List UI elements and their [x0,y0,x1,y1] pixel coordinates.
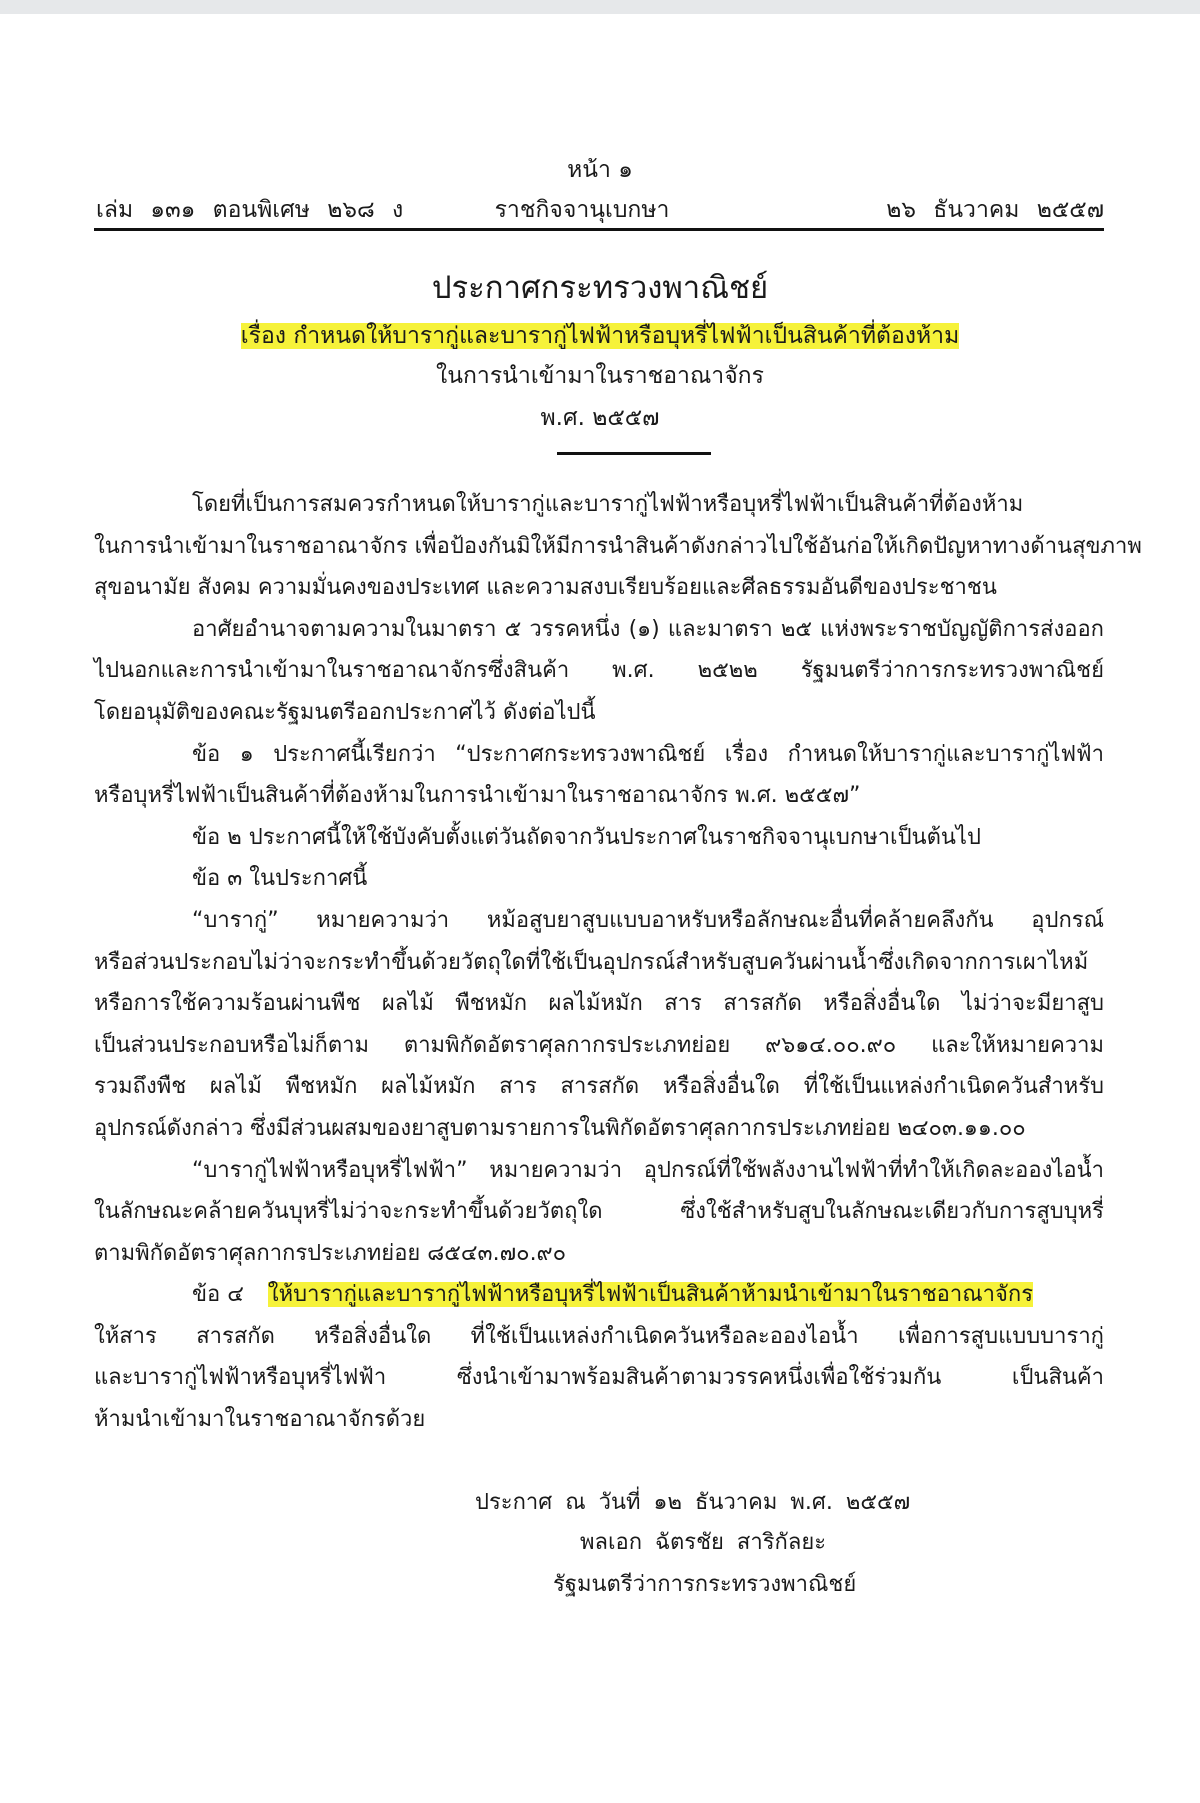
body-line [94,526,1142,568]
body-line [94,942,1104,984]
body-line-text: ข้อ ๔ [192,1282,244,1308]
body-line-text: เป็นส่วนประกอบหรือไม่ก็ตาม ตามพิกัดอัตราศุลกากรประเภทย่อย ๙๖๑๔.๐๐.๙๐ และให้หมายความ [94,1032,1104,1058]
subject-highlight: เรื่อง กำหนดให้บารากู่และบารากู่ไฟฟ้าหรือบุหรี่ไฟฟ้าเป็นสินค้าที่ต้องห้าม [240,323,960,349]
document-body [94,484,1142,1441]
body-line-text: ตามพิกัดอัตราศุลกากรประเภทย่อย ๘๕๔๓.๗๐.๙๐ [94,1240,567,1266]
body-line-text: รวมถึงพืช ผลไม้ พืชหมัก ผลไม้หมัก สาร สารสกัด หรือสิ่งอื่นใด ที่ใช้เป็นแหล่งกำเนิดควันสำหรับ [94,1074,1104,1100]
body-line [94,775,1104,817]
highlighted-clause: ให้บารากู่และบารากู่ไฟฟ้าหรือบุหรี่ไฟฟ้าเป็นสินค้าห้ามนำเข้ามาในราชอาณาจักร [267,1282,1034,1308]
body-line-text: ห้ามนำเข้ามาในราชอาณาจักรด้วย [94,1407,426,1433]
body-line-text: สุขอนามัย สังคม ความมั่นคงของประเทศ และความสงบเรียบร้อยและศีลธรรมอันดีของประชาชน [94,575,997,601]
body-line [94,1399,1104,1441]
body-line-text: “บารากู่ไฟฟ้าหรือบุหรี่ไฟฟ้า” หมายความว่า อุปกรณ์ที่ใช้พลังงานไฟฟ้าที่ทำให้เกิดละอองไอน้ำ [192,1157,1104,1183]
body-line [94,900,1104,942]
body-line-text: หรือการใช้ความร้อนผ่านพืช ผลไม้ พืชหมัก ผลไม้หมัก สาร สารสกัด หรือสิ่งอื่นใด ไม่ว่าจะมียาสูบ [94,991,1104,1017]
body-line [94,1233,1104,1275]
body-line-text: ข้อ ๒ ประกาศนี้ให้ใช้บังคับตั้งแต่วันถัดจากวันประกาศในราชกิจจานุเบกษาเป็นต้นไป [192,824,981,850]
body-line-text: อุปกรณ์ดังกล่าว ซึ่งมีส่วนผสมของยาสูบตามรายการในพิกัดอัตราศุลกากรประเภทย่อย ๒๔๐๓.๑๑.๐๐ [94,1115,1026,1141]
subject-subtitle: ในการนำเข้ามาในราชอาณาจักร [436,363,764,389]
body-line [94,650,1104,692]
body-line-text: ข้อ ๑ ประกาศนี้เรียกว่า “ประกาศกระทรวงพาณิชย์ เรื่อง กำหนดให้บารากู่และบารากู่ไฟฟ้า [192,741,1104,767]
body-line-text: ให้สาร สารสกัด หรือสิ่งอื่นใด ที่ใช้เป็นแหล่งกำเนิดควันหรือละอองไอน้ำ เพื่อการสูบแบบบารากู่ [94,1323,1104,1349]
subject-line [0,318,1200,354]
header-rule [94,228,1104,231]
body-line [94,1025,1104,1067]
body-line [94,983,1104,1025]
body-line [94,1274,1104,1316]
body-line [94,817,1104,859]
body-line [94,567,1104,609]
body-line-text: “บารากู่” หมายความว่า หม้อสูบยาสูบแบบอาหรับหรือลักษณะอื่นที่คล้ายคลึงกัน อุปกรณ์ [192,907,1104,933]
body-line-text: ในลักษณะคล้ายควันบุหรี่ไม่ว่าจะกระทำขึ้นด้วยวัตถุใด ซึ่งใช้สำหรับสูบในลักษณะเดียวกับการสูบบุหรี่ [94,1199,1104,1225]
body-line [94,1108,1104,1150]
body-line-text: โดยอนุมัติของคณะรัฐมนตรีออกประกาศไว้ ดังต่อไปนี้ [94,699,596,725]
body-line [94,858,1104,900]
body-line [94,692,1104,734]
body-line [94,1150,1104,1192]
announcement-date: ประกาศ ณ วันที่ ๑๒ ธันวาคม พ.ศ. ๒๕๕๗ [475,1490,911,1515]
gazette-name: ราชกิจจานุเบกษา [494,197,670,223]
body-line-text: หรือส่วนประกอบไม่ว่าจะกระทำขึ้นด้วยวัตถุใดที่ใช้เป็นอุปกรณ์สำหรับสูบควันผ่านน้ำซึ่งเกิดจากการเผาไหม้ [94,949,1089,975]
body-line [94,1357,1104,1399]
signatory-position: รัฐมนตรีว่าการกระทรวงพาณิชย์ [553,1572,857,1597]
title-divider [557,452,711,455]
top-band [0,0,1200,14]
body-line [94,484,1104,526]
body-line [94,1066,1104,1108]
body-line-text: ข้อ ๓ ในประกาศนี้ [192,866,368,892]
page-number: หน้า ๑ [567,157,633,183]
body-line-text: ไปนอกและการนำเข้ามาในราชอาณาจักรซึ่งสินค้า พ.ศ. ๒๕๒๒ รัฐมนตรีว่าการกระทรวงพาณิชย์ [94,658,1104,684]
document-title: ประกาศกระทรวงพาณิชย์ [431,270,769,306]
body-line [94,1191,1104,1233]
body-line-text: โดยที่เป็นการสมควรกำหนดให้บารากู่และบารากู่ไฟฟ้าหรือบุหรี่ไฟฟ้าเป็นสินค้าที่ต้องห้าม [192,492,1024,517]
body-line-text: และบารากู่ไฟฟ้าหรือบุหรี่ไฟฟ้า ซึ่งนำเข้ามาพร้อมสินค้าตามวรรคหนึ่งเพื่อใช้ร่วมกัน เป็นสินค้า [94,1365,1104,1391]
body-line-text: อาศัยอำนาจตามความในมาตรา ๕ วรรคหนึ่ง (๑) และมาตรา ๒๕ แห่งพระราชบัญญัติการส่งออก [192,616,1104,642]
issue-date: ๒๖ ธันวาคม ๒๕๕๗ [886,197,1104,223]
body-line [94,1316,1104,1358]
body-line-text: หรือบุหรี่ไฟฟ้าเป็นสินค้าที่ต้องห้ามในการนำเข้ามาในราชอาณาจักร พ.ศ. ๒๕๕๗” [94,783,861,809]
body-line [94,609,1104,651]
body-line-text: ในการนำเข้ามาในราชอาณาจักร เพื่อป้องกันมิให้มีการนำสินค้าดังกล่าวไปใช้อันก่อให้เกิดปัญหาทางด้านสุขภาพ [94,533,1142,559]
subject-year: พ.ศ. ๒๕๕๗ [540,405,660,431]
signatory-name: พลเอก ฉัตรชัย สาริกัลยะ [580,1530,827,1555]
body-line [94,734,1104,776]
volume-issue: เล่ม ๑๓๑ ตอนพิเศษ ๒๖๘ ง [96,197,404,223]
